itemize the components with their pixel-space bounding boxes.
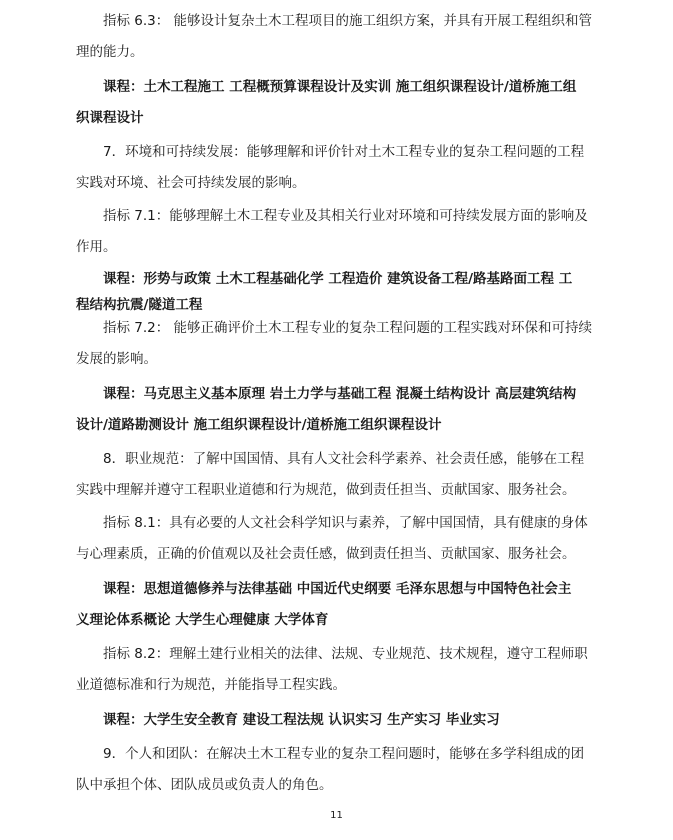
text-line: 作用。 — [76, 239, 117, 255]
indicator-7-2 — [76, 313, 596, 375]
course-list — [76, 705, 596, 736]
text-line: 课程：思想道德修养与法律基础 中国近代史纲要 毛泽东思想与中国特色社会主 — [103, 581, 572, 597]
indicator-7-1 — [76, 201, 596, 263]
text-line: 8．职业规范：了解中国国情、具有人文社会科学素养、社会责任感，能够在工程 — [103, 451, 585, 467]
requirement-7 — [76, 137, 596, 199]
text-line: 课程：形势与政策 土木工程基础化学 工程造价 建筑设备工程/路基路面工程 工 — [103, 271, 573, 287]
text-line: 设计/道路勘测设计 施工组织课程设计/道桥施工组织课程设计 — [76, 417, 442, 433]
text-line: 织课程设计 — [76, 110, 144, 126]
text-line: 与心理素质，正确的价值观以及社会责任感，做到责任担当、贡献国家、服务社会。 — [76, 546, 576, 562]
text-line: 指标 7.1：能够理解土木工程专业及其相关行业对环境和可持续发展方面的影响及 — [103, 208, 588, 224]
text-line: 义理论体系概论 大学生心理健康 大学体育 — [76, 612, 329, 628]
course-list — [76, 379, 596, 441]
text-line: 队中承担个体、团队成员或负责人的角色。 — [76, 777, 333, 793]
text-line: 实践对环境、社会可持续发展的影响。 — [76, 175, 306, 191]
text-line: 课程：土木工程施工 工程概预算课程设计及实训 施工组织课程设计/道桥施工组 — [103, 79, 577, 95]
text-line: 指标 8.1：具有必要的人文社会科学知识与素养，了解中国国情，具有健康的身体 — [103, 515, 588, 531]
course-list — [76, 266, 596, 318]
text-line: 课程：大学生安全教育 建设工程法规 认识实习 生产实习 毕业实习 — [103, 712, 500, 728]
text-line: 发展的影响。 — [76, 351, 157, 367]
text-line: 业道德标准和行为规范，并能指导工程实践。 — [76, 677, 346, 693]
course-list — [76, 574, 596, 636]
text-line: 7．环境和可持续发展：能够理解和评价针对土木工程专业的复杂工程问题的工程 — [103, 144, 585, 160]
indicator-8-2 — [76, 639, 596, 701]
course-list — [76, 72, 596, 134]
requirement-8 — [76, 444, 596, 506]
page-number: 11 — [330, 810, 343, 821]
text-line: 指标 7.2： 能够正确评价土木工程专业的复杂工程问题的工程实践对环保和可持续 — [103, 320, 593, 336]
text-line: 理的能力。 — [76, 44, 144, 60]
text-line: 指标 6.3： 能够设计复杂土木工程项目的施工组织方案，并具有开展工程组织和管 — [103, 13, 593, 29]
indicator-8-1 — [76, 508, 596, 570]
text-line: 9．个人和团队：在解决土木工程专业的复杂工程问题时，能够在多学科组成的团 — [103, 746, 585, 762]
text-line: 程结构抗震/隧道工程 — [76, 297, 203, 313]
indicator-6-3 — [76, 6, 596, 68]
requirement-9 — [76, 739, 596, 801]
text-line: 指标 8.2：理解土建行业相关的法律、法规、专业规范、技术规程，遵守工程师职 — [103, 646, 588, 662]
text-line: 课程：马克思主义基本原理 岩土力学与基础工程 混凝土结构设计 高层建筑结构 — [103, 386, 577, 402]
text-line: 实践中理解并遵守工程职业道德和行为规范，做到责任担当、贡献国家、服务社会。 — [76, 482, 576, 498]
